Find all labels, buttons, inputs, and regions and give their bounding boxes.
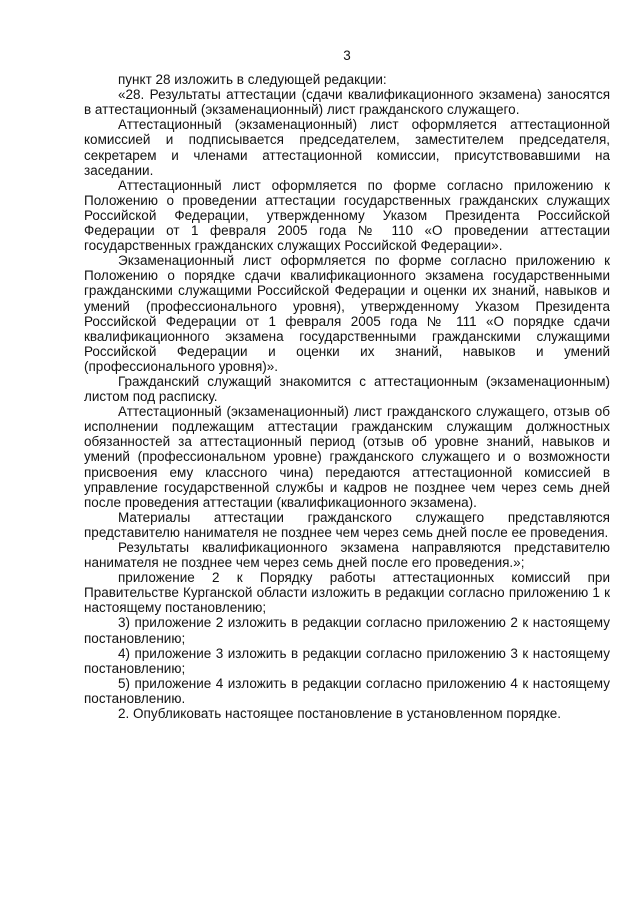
paragraph-point-5: 5) приложение 4 изложить в редакции согласно приложению 4 к настоящему постановлению.: [84, 675, 610, 706]
paragraph-item-28: «28. Результаты аттестации (сдачи квалификационного экзамена) заносятся в аттестационный (экзаменационный) лист гражданского служащего.: [84, 87, 610, 118]
paragraph-attestation-form: Аттестационный лист оформляется по форме согласно приложению к Положению о проведении аттестации государственных гражданских служащих Российской Федерации, утвержденному Указом Президента Российской Федерации от 1 февраля 2005 года № 110 «О проведении аттестации государственных гражданских служащих Российской Федерации».: [84, 177, 610, 254]
paragraph-appendix-2-procedure: приложение 2 к Порядку работы аттестационных комиссий при Правительстве Курганской области изложить в редакции согласно приложению 1 к настоящему постановлению;: [84, 570, 610, 616]
page-number: 3: [343, 48, 351, 63]
paragraph-point-4: 4) приложение 3 изложить в редакции согласно приложению 3 к настоящему постановлению;: [84, 645, 610, 676]
paragraph-acquaintance: Гражданский служащий знакомится с аттестационным (экзаменационным) листом под расписку.: [84, 373, 610, 405]
paragraph-intro: пункт 28 изложить в следующей редакции:: [118, 72, 387, 88]
paragraph-point-3: 3) приложение 2 изложить в редакции согласно приложению 2 к настоящему постановлению;: [84, 615, 610, 646]
paragraph-commission-list: Аттестационный (экзаменационный) лист оформляется аттестационной комиссией и подписывается председателем, заместителем председателя, секретарем и членами аттестационной комиссии, присутствовавшими на заседании.: [84, 117, 610, 178]
paragraph-exam-results: Результаты квалификационного экзамена направляются представителю нанимателя не позднее чем через семь дней после его проведения.»;: [84, 540, 610, 571]
paragraph-exam-form: Экзаменационный лист оформляется по форме согласно приложению к Положению о порядке сдачи квалификационного экзамена государственными гражданскими служащими Российской Федерации и оценки их знаний, навыков и умений (профессионального уровня), утвержденному Указом Президента Российской Федерации от 1 февраля 2005 года № 111 «О порядке сдачи квалификационного экзамена государственными гражданскими служащими Российской Федерации и оценки их знаний, навыков и умений (профессионального уровня)».: [84, 253, 610, 374]
paragraph-materials: Материалы аттестации гражданского служащего представляются представителю нанимателя не позднее чем через семь дней после ее проведения.: [84, 509, 610, 540]
paragraph-transfer: Аттестационный (экзаменационный) лист гражданского служащего, отзыв об исполнении подлежащим аттестации гражданским служащим должностных обязанностей за аттестационный период (отзыв об уровне знаний, навыков и умений (профессиональном уровне) гражданского служащего и о возможности присвоения ему классного чина) передаются аттестационной комиссией в управление государственной службы и кадров не позднее чем через семь дней после проведения аттестации (квалификационного экзамена).: [84, 404, 610, 510]
paragraph-publish: 2. Опубликовать настоящее постановление в установленном порядке.: [118, 706, 562, 722]
